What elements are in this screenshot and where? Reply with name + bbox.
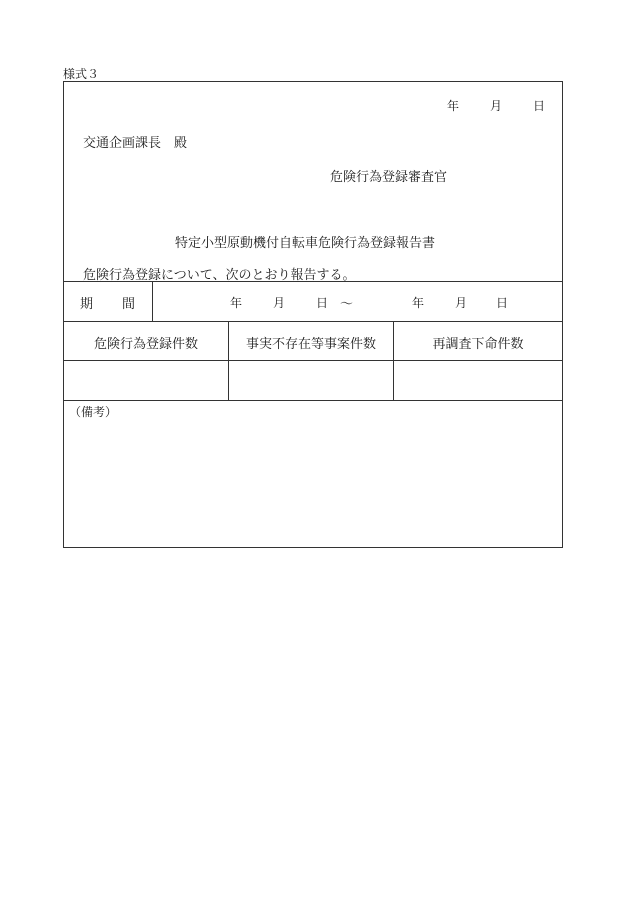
date-day: 日 [533, 99, 546, 113]
date-month: 月 [490, 99, 503, 113]
period-label-char-1: 期 [80, 297, 94, 312]
remarks-label: （備考） [69, 405, 118, 419]
period-from-day: 日 [316, 296, 329, 310]
period-to-year: 年 [412, 296, 425, 310]
remarks-area[interactable] [64, 420, 562, 546]
divider-period-label [152, 281, 153, 321]
table-header-reinvestigation-orders: 再調査下命件数 [432, 337, 524, 352]
document-body: 危険行為登録について、次のとおり報告する。 [83, 268, 356, 283]
table-header-registrations: 危険行為登録件数 [93, 337, 198, 352]
period-to-day: 日 [496, 296, 509, 310]
period-from-month: 月 [273, 296, 286, 310]
document-title: 特定小型原動機付自転車危険行為登録報告書 [175, 236, 436, 251]
table-value-registrations[interactable] [64, 372, 228, 388]
date-year: 年 [447, 99, 460, 113]
period-from-year: 年 [230, 296, 243, 310]
period-separator: ～ [340, 297, 354, 312]
divider-table-header-row [63, 360, 563, 361]
period-label-char-2: 間 [122, 297, 136, 312]
table-value-reinvestigation-orders[interactable] [394, 372, 562, 388]
period-to-month: 月 [455, 296, 468, 310]
form-label: 様式３ [63, 67, 100, 81]
table-header-nonexistent-cases: 事実不存在等事案件数 [245, 337, 376, 352]
sender: 危険行為登録審査官 [330, 170, 448, 185]
divider-table-remarks [63, 400, 563, 401]
table-value-nonexistent-cases[interactable] [229, 372, 393, 388]
addressee: 交通企画課長 殿 [83, 136, 188, 151]
divider-period-table [63, 321, 563, 322]
